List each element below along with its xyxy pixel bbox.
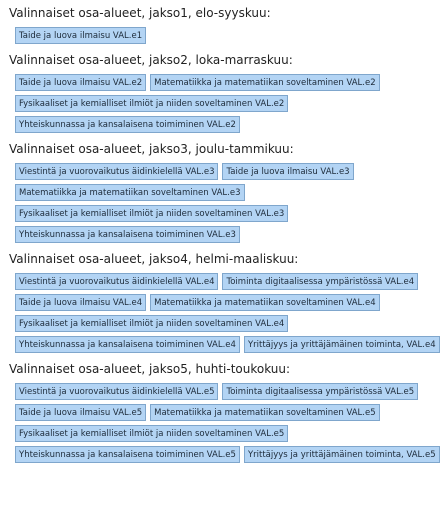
course-tag[interactable]: Yhteiskunnassa ja kansalaisena toimiminen VAL.e5 <box>15 446 240 463</box>
course-tag[interactable]: Yrittäjyys ja yrittäjämäinen toiminta, VAL.e5 <box>244 446 440 463</box>
period-title: Valinnaiset osa-alueet, jakso3, joulu-tammikuu: <box>9 142 294 156</box>
course-tag-row <box>15 163 440 180</box>
period-section <box>8 6 440 44</box>
course-tag[interactable]: Matematiikka ja matematiikan soveltaminen VAL.e4 <box>150 294 380 311</box>
course-tag-row <box>15 205 440 222</box>
course-tag[interactable]: Viestintä ja vuorovaikutus äidinkielellä VAL.e3 <box>15 163 218 180</box>
course-tag-row <box>15 273 440 290</box>
course-tag[interactable]: Fysikaaliset ja kemialliset ilmiöt ja niiden soveltaminen VAL.e4 <box>15 315 288 332</box>
period-section <box>8 252 440 353</box>
course-tag[interactable]: Yhteiskunnassa ja kansalaisena toimiminen VAL.e3 <box>15 226 240 243</box>
period-section <box>8 142 440 243</box>
course-tag[interactable]: Toiminta digitaalisessa ympäristössä VAL.e4 <box>222 273 418 290</box>
course-tag-row <box>15 383 440 400</box>
course-tag-group <box>8 383 440 463</box>
course-tag[interactable]: Yhteiskunnassa ja kansalaisena toimiminen VAL.e2 <box>15 116 240 133</box>
period-title: Valinnaiset osa-alueet, jakso2, loka-marraskuu: <box>9 53 293 67</box>
course-tag[interactable]: Fysikaaliset ja kemialliset ilmiöt ja niiden soveltaminen VAL.e3 <box>15 205 288 222</box>
period-section <box>8 362 440 463</box>
course-tag-group <box>8 163 440 243</box>
course-tag-group <box>8 27 440 44</box>
course-tag[interactable]: Fysikaaliset ja kemialliset ilmiöt ja niiden soveltaminen VAL.e5 <box>15 425 288 442</box>
course-tag-row <box>15 116 440 133</box>
course-tag[interactable]: Yrittäjyys ja yrittäjämäinen toiminta, VAL.e4 <box>244 336 440 353</box>
course-tag[interactable]: Taide ja luova ilmaisu VAL.e5 <box>15 404 146 421</box>
course-tag[interactable]: Toiminta digitaalisessa ympäristössä VAL.e5 <box>222 383 418 400</box>
course-tag[interactable]: Viestintä ja vuorovaikutus äidinkielellä VAL.e4 <box>15 273 218 290</box>
course-tag[interactable]: Matematiikka ja matematiikan soveltaminen VAL.e5 <box>150 404 380 421</box>
course-tag-row <box>15 446 440 463</box>
course-tag[interactable]: Matematiikka ja matematiikan soveltaminen VAL.e3 <box>15 184 245 201</box>
period-title: Valinnaiset osa-alueet, jakso5, huhti-toukokuu: <box>9 362 291 376</box>
course-tag-row <box>15 315 440 332</box>
course-tag-row <box>15 404 440 421</box>
course-tag[interactable]: Taide ja luova ilmaisu VAL.e1 <box>15 27 146 44</box>
period-title: Valinnaiset osa-alueet, jakso1, elo-syyskuu: <box>9 6 271 20</box>
course-tag[interactable]: Taide ja luova ilmaisu VAL.e2 <box>15 74 146 91</box>
period-section <box>8 53 440 133</box>
course-tag-row <box>15 336 440 353</box>
course-tag-row <box>15 294 440 311</box>
course-tag-row <box>15 27 440 44</box>
course-tag-row <box>15 74 440 91</box>
course-tag[interactable]: Taide ja luova ilmaisu VAL.e4 <box>15 294 146 311</box>
course-tag-row <box>15 425 440 442</box>
course-tag-row <box>15 184 440 201</box>
period-title: Valinnaiset osa-alueet, jakso4, helmi-maaliskuu: <box>9 252 299 266</box>
course-tag-row <box>15 226 440 243</box>
course-tag[interactable]: Matematiikka ja matematiikan soveltaminen VAL.e2 <box>150 74 380 91</box>
course-tag-row <box>15 95 440 112</box>
course-tag[interactable]: Fysikaaliset ja kemialliset ilmiöt ja niiden soveltaminen VAL.e2 <box>15 95 288 112</box>
course-tag-group <box>8 273 440 353</box>
course-tag[interactable]: Taide ja luova ilmaisu VAL.e3 <box>222 163 353 180</box>
course-tag[interactable]: Viestintä ja vuorovaikutus äidinkielellä VAL.e5 <box>15 383 218 400</box>
course-tag-group <box>8 74 440 133</box>
course-tag[interactable]: Yhteiskunnassa ja kansalaisena toimiminen VAL.e4 <box>15 336 240 353</box>
